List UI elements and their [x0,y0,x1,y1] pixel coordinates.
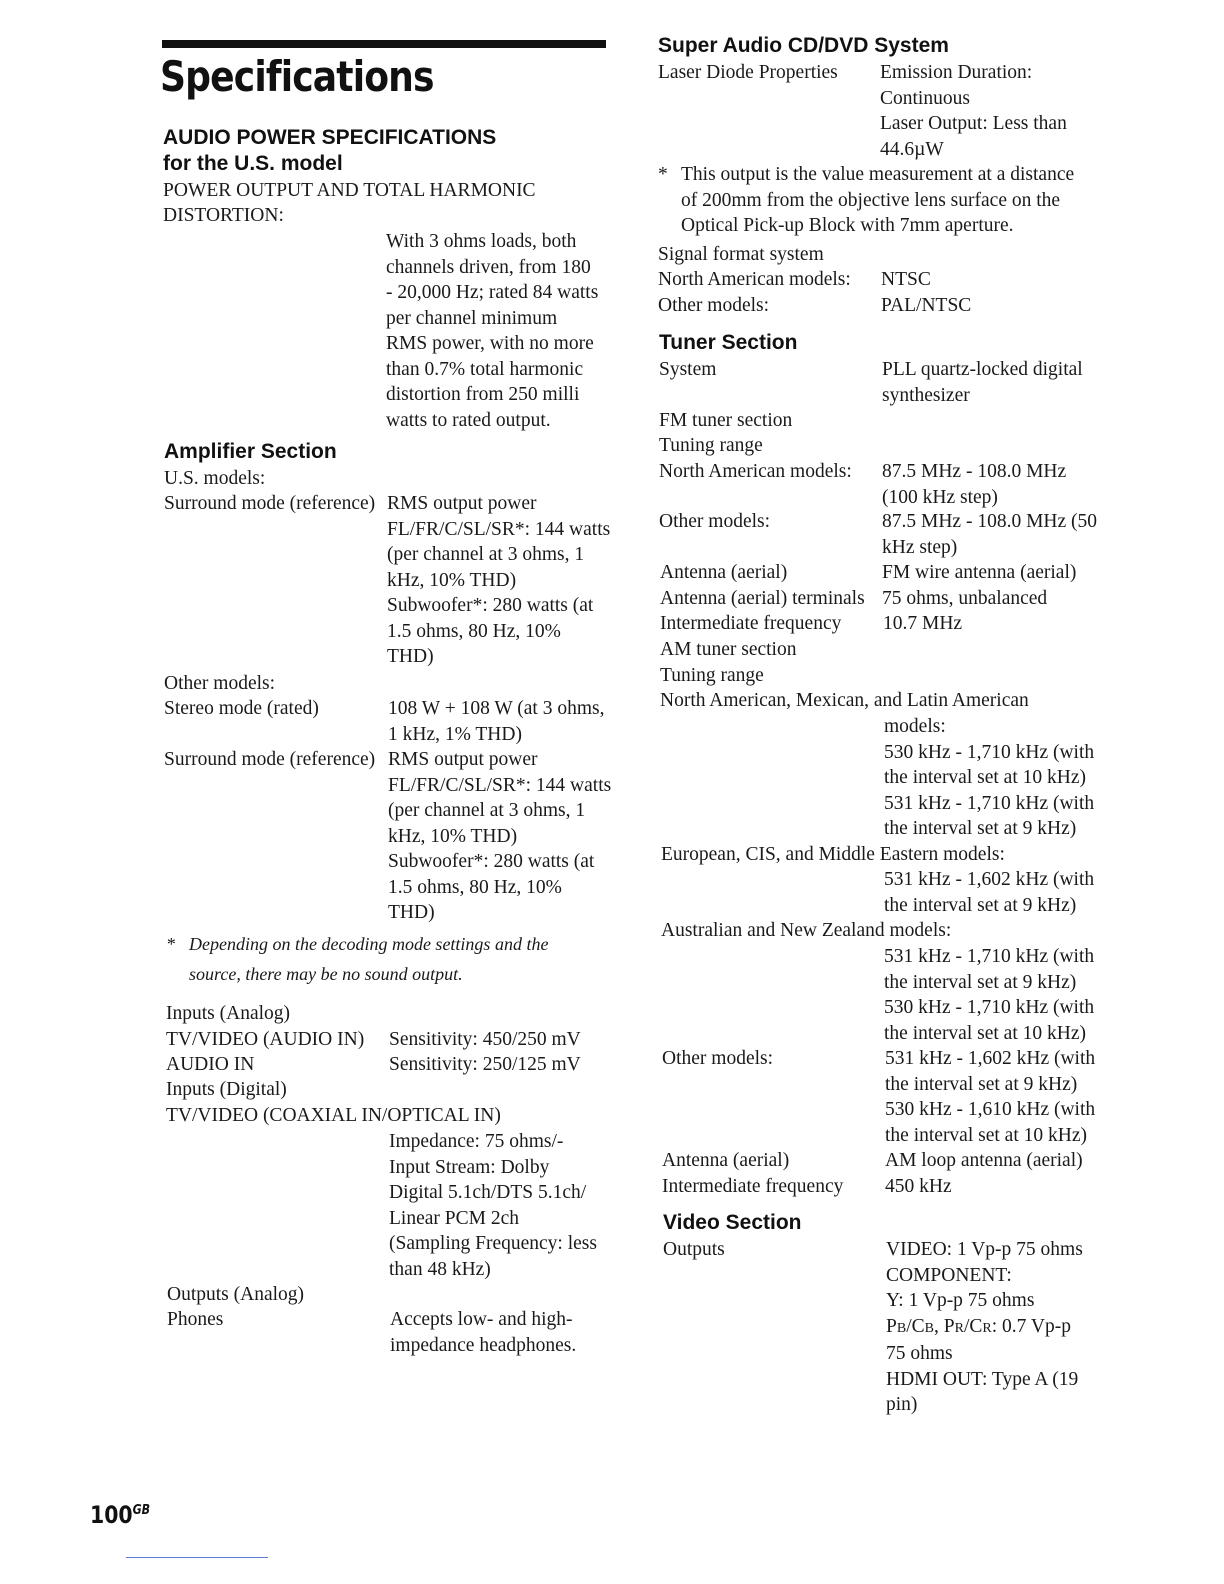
text-line: Input Stream: Dolby [389,1156,550,1178]
am-eu-label: European, CIS, and Middle Eastern models: [661,844,1005,865]
text-line: (per channel at 3 ohms, 1 [388,800,586,821]
tv-audio-in-label: TV/VIDEO (AUDIO IN) [166,1029,365,1050]
laser-label: Laser Diode Properties [658,62,838,83]
phones-value [390,1307,576,1358]
text-line: 87.5 MHz - 108.0 MHz [882,461,1067,482]
text-line: Emission Duration: [880,62,1033,83]
audio-in-value: Sensitivity: 250/125 mV [389,1054,581,1075]
title-rule [162,40,606,48]
text-line: Depending on the decoding mode settings and the [189,934,549,954]
text-line: 108 W + 108 W (at 3 ohms, [388,698,605,719]
text-line: FL/FR/C/SL/SR*: 144 watts [387,518,611,540]
video-heading: Video Section [663,1211,802,1234]
antenna-terminals-label: Antenna (aerial) terminals [660,588,865,609]
cr-sub: R [982,1320,992,1336]
audio-power-heading: AUDIO POWER SPECIFICATIONS [163,126,497,149]
signal-other-value: PAL/NTSC [881,295,972,316]
outputs-analog-label: Outputs (Analog) [167,1284,305,1305]
page-number-value: 100 [90,1501,133,1529]
fm-antenna-label: Antenna (aerial) [660,562,788,583]
text-line: With 3 ohms loads, both [386,231,577,252]
tv-audio-in-value: Sensitivity: 450/250 mV [389,1029,581,1050]
fm-antenna-value: FM wire antenna (aerial) [882,562,1077,583]
tuner-heading: Tuner Section [659,331,798,354]
am-other-value [885,1046,1095,1148]
text-line: 75 ohms [886,1343,953,1364]
text-line: channels driven, from 180 [386,256,591,278]
laser-value [880,60,1067,162]
am-tuning-range-label: Tuning range [660,665,764,686]
text-line: 530 kHz - 1,610 kHz (with [885,1099,1096,1120]
text-line: kHz step) [882,536,958,558]
text-line: Linear PCM 2ch [389,1207,519,1229]
cb-letter: /C [906,1315,925,1337]
coaxial-value [389,1129,597,1282]
text-line: 531 kHz - 1,710 kHz (with [884,792,1095,814]
text-line: than 0.7% total harmonic [386,358,584,380]
pb-sub: B [896,1320,907,1336]
audio-power-subheading: for the U.S. model [163,152,343,175]
text-line: 44.6µW [880,138,944,160]
text-line: (Sampling Frequency: less [389,1233,597,1254]
sacd-heading: Super Audio CD/DVD System [658,34,949,57]
am-eu-value [884,867,1094,918]
page-number [90,1501,150,1529]
text-line: COMPONENT: [886,1264,1012,1286]
am-nala-value [884,714,1094,842]
text-line: This output is the value measurement at a distance [681,164,1075,185]
text-line: Y: 1 Vp-p 75 ohms [886,1290,1035,1311]
fm-other-label: Other models: [659,511,771,532]
text-line: Subwoofer*: 280 watts (at [387,595,594,616]
inputs-analog-label: Inputs (Analog) [166,1003,291,1024]
stereo-mode-value [388,696,604,747]
text-line: the interval set at 9 kHz) [885,1073,1078,1095]
am-au-value [884,944,1094,1046]
signal-na-value: NTSC [881,269,931,290]
power-output-value [386,229,598,433]
text-line: 530 kHz - 1,710 kHz (with [884,997,1095,1018]
am-nala-label: North American, Mexican, and Latin American [660,690,1029,711]
text-line: VIDEO: 1 Vp-p 75 ohms [886,1239,1083,1260]
text-line: (per channel at 3 ohms, 1 [387,544,585,565]
text-line: the interval set at 9 kHz) [884,971,1077,993]
us-surround-label: Surround mode (reference) [164,493,376,514]
pr-value: : 0.7 Vp-p [991,1315,1071,1337]
footnote [189,930,548,989]
fm-if-value: 10.7 MHz [883,613,963,634]
text-line: (100 kHz step) [882,486,998,508]
other-surround-value [388,747,611,926]
text-line: - 20,000 Hz; rated 84 watts [386,282,599,303]
antenna-terminals-value: 75 ohms, unbalanced [882,588,1048,609]
other-models-label: Other models: [164,673,276,694]
text-line: the interval set at 10 kHz) [884,767,1086,788]
coaxial-label: TV/VIDEO (COAXIAL IN/OPTICAL IN) [166,1105,501,1126]
pb-letter: P [886,1315,897,1337]
text-line: watts to rated output. [386,409,551,431]
laser-note-mark: * [658,164,668,185]
text-line: 530 kHz - 1,710 kHz (with [884,741,1095,763]
text-line: the interval set at 10 kHz) [884,1022,1086,1044]
amplifier-heading: Amplifier Section [164,440,337,463]
text-line: 87.5 MHz - 108.0 MHz (50 [882,511,1098,532]
text-line: source, there may be no sound output. [189,963,463,984]
signal-format-label: Signal format system [658,244,824,265]
bottom-rule [126,1557,268,1558]
text-line: 1.5 ohms, 80 Hz, 10% [388,876,562,898]
laser-note [681,162,1074,239]
inputs-digital-label: Inputs (Digital) [166,1079,287,1100]
page-number-suffix: GB [132,1503,151,1518]
power-output-label: POWER OUTPUT AND TOTAL HARMONIC [163,180,536,201]
text-line: 1.5 ohms, 80 Hz, 10% [387,620,561,642]
text-line: Continuous [880,87,970,109]
system-value [882,357,1083,408]
text-line: kHz, 10% THD) [387,569,517,591]
footnote-mark: * [166,934,175,954]
text-line: Accepts low- and high- [390,1309,573,1330]
pr-letter: , P [933,1315,955,1337]
phones-label: Phones [167,1309,224,1330]
text-line: the interval set at 10 kHz) [885,1124,1087,1146]
text-line: THD) [388,902,435,923]
text-line: of 200mm from the objective lens surface on the [681,189,1061,211]
video-outputs-value [886,1237,1083,1418]
text-line: the interval set at 9 kHz) [884,894,1077,916]
text-line: pin) [886,1394,918,1415]
fm-na-value [882,459,1066,510]
cr-letter: /C [963,1315,983,1337]
text-line: the interval set at 9 kHz) [884,818,1077,839]
text-line: THD) [387,646,434,667]
text-line: FL/FR/C/SL/SR*: 144 watts [388,774,612,796]
fm-other-value [882,509,1097,560]
text-line: 531 kHz - 1,602 kHz (with [885,1048,1096,1069]
am-if-value: 450 kHz [885,1176,952,1197]
fm-na-label: North American models: [659,461,852,482]
system-label: System [659,359,717,380]
signal-other-label: Other models: [658,295,770,316]
text-line: Impedance: 75 ohms/- [389,1131,564,1152]
text-line: synthesizer [882,384,970,406]
distortion-label: DISTORTION: [163,205,284,226]
text-line: Optical Pick-up Block with 7mm aperture. [681,215,1014,236]
text-line: distortion from 250 milli [386,384,580,405]
text-line: PLL quartz-locked digital [882,359,1083,380]
text-line: impedance headphones. [390,1334,577,1356]
other-surround-label: Surround mode (reference) [164,749,376,770]
am-other-label: Other models: [662,1048,774,1069]
audio-in-label: AUDIO IN [166,1054,255,1075]
text-line: Subwoofer*: 280 watts (at [388,851,595,872]
am-au-label: Australian and New Zealand models: [661,920,952,941]
fm-tuning-range-label: Tuning range [659,435,763,456]
text-line: RMS power, with no more [386,333,594,354]
text-line: 531 kHz - 1,602 kHz (with [884,869,1095,890]
text-line: per channel minimum [386,307,558,329]
text-line: 1 kHz, 1% THD) [388,723,522,745]
am-section-label: AM tuner section [660,639,797,660]
am-if-label: Intermediate frequency [662,1176,844,1197]
text-line: models: [884,716,946,737]
text-line: kHz, 10% THD) [388,825,518,847]
text-line: HDMI OUT: Type A (19 [886,1368,1079,1390]
page-title: Specifications [160,52,434,101]
text-line: RMS output power [387,493,537,514]
component-pbpr-line [886,1314,1083,1342]
pr-sub: R [954,1320,964,1336]
text-line: RMS output power [388,749,538,770]
am-antenna-value: AM loop antenna (aerial) [885,1150,1083,1171]
text-line: 531 kHz - 1,710 kHz (with [884,946,1095,967]
cb-sub: B [924,1320,934,1336]
stereo-mode-label: Stereo mode (rated) [164,698,319,719]
text-line: Laser Output: Less than [880,113,1067,134]
signal-na-label: North American models: [658,269,851,290]
fm-if-label: Intermediate frequency [660,613,842,634]
us-models-label: U.S. models: [164,468,266,489]
am-antenna-label: Antenna (aerial) [662,1150,790,1171]
text-line: than 48 kHz) [389,1258,491,1280]
us-surround-value [387,491,610,670]
text-line: Digital 5.1ch/DTS 5.1ch/ [389,1182,587,1203]
fm-section-label: FM tuner section [659,410,793,431]
video-outputs-label: Outputs [663,1239,725,1260]
